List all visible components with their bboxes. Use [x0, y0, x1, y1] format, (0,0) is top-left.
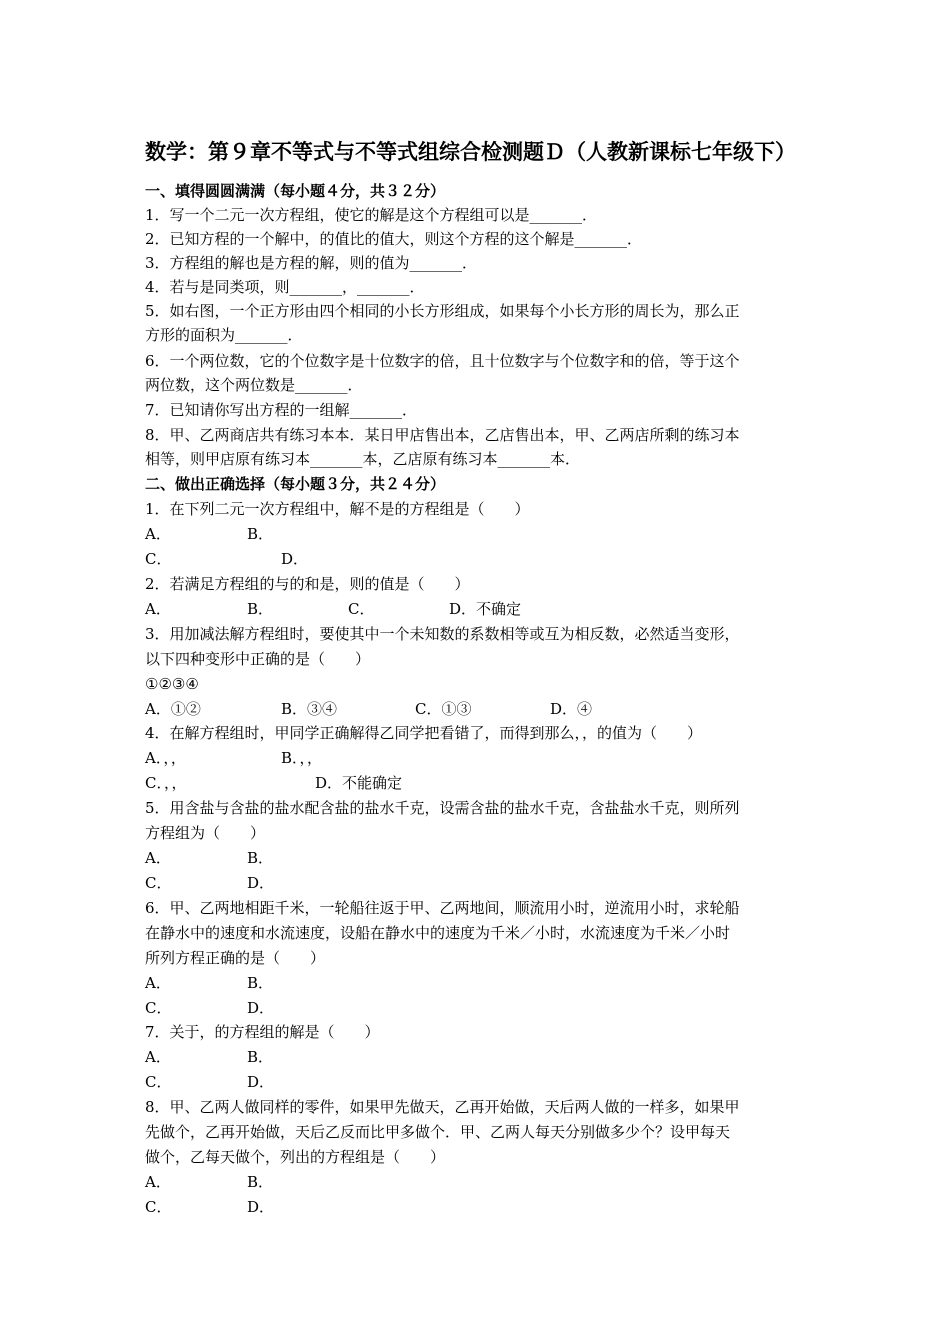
s2-question-2: 2．若满足方程组的与的和是，则的值是（ ）: [145, 575, 470, 593]
s2-question-6-line3: 所列方程正确的是（ ）: [145, 949, 326, 967]
s2-question-7: 7．关于，的方程组的解是（ ）: [145, 1023, 380, 1041]
s2-q3-option-d: D．④: [550, 700, 593, 718]
s2-q7-option-b: B．: [247, 1048, 274, 1066]
s2-question-5-line2: 方程组为（ ）: [145, 824, 266, 842]
s2-q5-option-c: C．: [145, 874, 172, 892]
s2-q3-option-b: B．③④: [281, 700, 338, 718]
s2-q6-option-b: B．: [247, 974, 274, 992]
s2-q7-option-d: D．: [247, 1073, 275, 1091]
s1-question-5-line1: 5．如右图，一个正方形由四个相同的小长方形组成，如果每个小长方形的周长为，那么正: [145, 302, 740, 320]
s2-q5-option-a: A．: [145, 849, 171, 867]
page-title: 数学：第９章不等式与不等式组综合检测题Ｄ（人教新课标七年级下）: [145, 140, 796, 164]
s1-question-6-line1: 6．一个两位数，它的个位数字是十位数字的倍，且十位数字与个位数字和的倍，等于这个: [145, 352, 740, 370]
s2-q5-option-d: D．: [247, 874, 275, 892]
s2-q6-option-a: A．: [145, 974, 171, 992]
section2-heading: 二、做出正确选择（每小题３分，共２４分）: [145, 475, 446, 493]
s2-q1-option-c: C．: [145, 550, 172, 568]
s2-question-3-line3: ①②③④: [145, 675, 199, 693]
s2-q6-option-c: C．: [145, 999, 172, 1017]
s2-q1-option-d: D．: [281, 550, 309, 568]
s2-question-1: 1．在下列二元一次方程组中，解不是的方程组是（ ）: [145, 500, 530, 518]
s2-q4-option-c: C．，，: [145, 774, 187, 792]
s2-q2-option-a: A．: [145, 600, 171, 618]
s2-question-8-line2: 先做个，乙再开始做，天后乙反而比甲多做个．甲、乙两人每天分别做多少个？设甲每天: [145, 1123, 731, 1141]
s2-q2-option-b: B．: [247, 600, 274, 618]
s1-question-8-line1: 8．甲、乙两商店共有练习本本．某日甲店售出本，乙店售出本，甲、乙两店所剩的练习本: [145, 426, 740, 444]
s2-q2-option-d: D．不确定: [449, 600, 522, 618]
s2-q6-option-d: D．: [247, 999, 275, 1017]
s2-q4-option-b: B．，，: [281, 749, 323, 767]
s2-q8-option-a: A．: [145, 1173, 171, 1191]
s1-question-4: 4．若与是同类项，则_______，_______．: [145, 278, 425, 296]
s1-question-1: 1．写一个二元一次方程组，使它的解是这个方程组可以是_______．: [145, 206, 598, 224]
s2-q4-option-d: D．不能确定: [315, 774, 403, 792]
s2-question-4: 4．在解方程组时，甲同学正确解得乙同学把看错了，而得到那么，，的值为（ ）: [145, 724, 703, 742]
s1-question-7: 7．已知请你写出方程的一组解_______．: [145, 401, 418, 419]
s2-question-6-line2: 在静水中的速度和水流速度，设船在静水中的速度为千米／小时，水流速度为千米／小时: [145, 924, 731, 942]
s2-question-8-line3: 做个，乙每天做个，列出的方程组是（ ）: [145, 1148, 446, 1166]
s2-q4-option-a: A．，，: [145, 749, 186, 767]
s2-q8-option-d: D．: [247, 1198, 275, 1216]
s2-q8-option-c: C．: [145, 1198, 172, 1216]
s1-question-5-line2: 方形的面积为_______．: [145, 326, 303, 344]
s2-question-6-line1: 6．甲、乙两地相距千米，一轮船往返于甲、乙两地间，顺流用小时，逆流用小时，求轮船: [145, 899, 740, 917]
s2-question-3-line2: 以下四种变形中正确的是（ ）: [145, 650, 371, 668]
s2-question-5-line1: 5．用含盐与含盐的盐水配含盐的盐水千克，设需含盐的盐水千克，含盐盐水千克，则所列: [145, 799, 740, 817]
s1-question-2: 2．已知方程的一个解中，的值比的值大，则这个方程的这个解是_______．: [145, 230, 643, 248]
s1-question-8-line2: 相等，则甲店原有练习本_______本，乙店原有练习本_______本．: [145, 450, 581, 468]
s2-question-8-line1: 8．甲、乙两人做同样的零件，如果甲先做天，乙再开始做，天后两人做的一样多，如果甲: [145, 1098, 740, 1116]
s2-q2-option-c: C．: [348, 600, 375, 618]
s2-q3-option-a: A．①②: [145, 700, 201, 718]
s2-q1-option-a: A．: [145, 525, 171, 543]
s2-q3-option-c: C．①③: [415, 700, 472, 718]
s2-q5-option-b: B．: [247, 849, 274, 867]
section1-heading: 一、填得圆圆满满（每小题４分，共３２分）: [145, 182, 446, 200]
s1-question-3: 3．方程组的解也是方程的解，则的值为_______．: [145, 254, 478, 272]
s2-q8-option-b: B．: [247, 1173, 274, 1191]
s1-question-6-line2: 两位数，这个两位数是_______．: [145, 376, 363, 394]
s2-question-3-line1: 3．用加减法解方程组时，要使其中一个未知数的系数相等或互为相反数，必然适当变形，: [145, 625, 740, 643]
s2-q7-option-a: A．: [145, 1048, 171, 1066]
s2-q1-option-b: B．: [247, 525, 274, 543]
s2-q7-option-c: C．: [145, 1073, 172, 1091]
